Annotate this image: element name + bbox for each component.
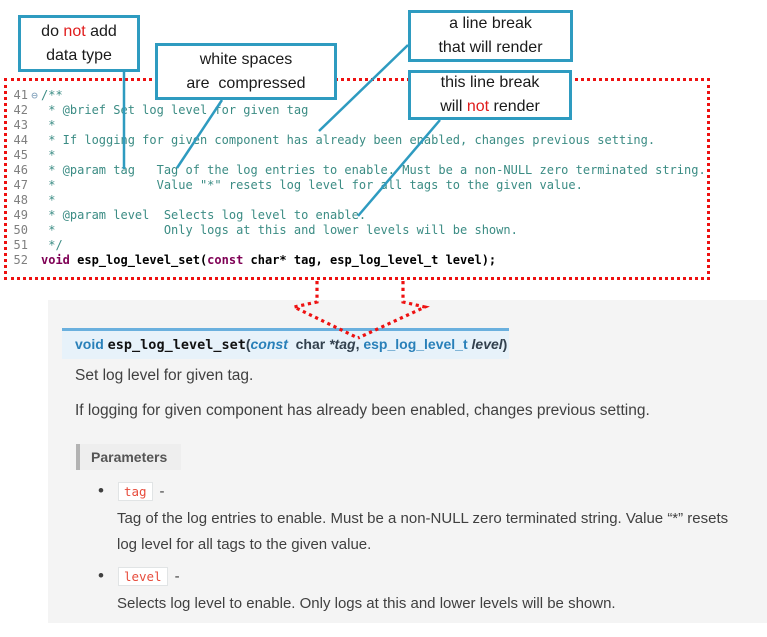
param-description: Selects log level to enable. Only logs at this and lower levels will be shown. (117, 595, 616, 612)
callout-text-red: not (466, 98, 490, 115)
line-number: 46 (13, 163, 28, 177)
callout-text: white spaces (199, 50, 293, 68)
callout-do-not-add-data-type (18, 15, 140, 72)
line-number: 51 (13, 238, 28, 252)
callout-text: are compressed (186, 74, 306, 92)
callout-line-break-renders (408, 10, 573, 62)
bullet-marker: • (98, 481, 104, 500)
code-text[interactable]: * @param level Selects log level to enable. (41, 208, 367, 222)
code-text[interactable]: * (41, 118, 56, 132)
fold-collapse-icon[interactable]: ⊖ (31, 89, 38, 102)
sig-arg1-type: char (287, 336, 330, 352)
code-line[interactable] (8, 163, 706, 178)
doc-detail-paragraph: If logging for given component has already been enabled, changes previous setting. (75, 402, 650, 419)
function-name: esp_log_level_set( (77, 253, 208, 267)
code-line[interactable] (8, 223, 706, 238)
code-text[interactable]: * Value "*" resets log level for all tags to the given value. (41, 178, 583, 192)
sig-return-type: void (75, 336, 108, 352)
line-number: 44 (13, 133, 28, 147)
bullet-marker: • (98, 566, 104, 585)
code-text[interactable]: * Only logs at this and lower levels will be shown. (41, 223, 518, 237)
code-text[interactable] (41, 253, 496, 268)
keyword-void: void (41, 253, 78, 267)
callout-text: data type (46, 46, 112, 64)
sig-paren-close: ) (502, 336, 508, 352)
sig-const-keyword: const (250, 336, 288, 352)
code-editor[interactable] (8, 88, 706, 268)
code-line[interactable] (8, 88, 706, 103)
sig-comma: , (355, 336, 364, 352)
callout-text: render (489, 98, 540, 115)
callout-text-red: not (63, 22, 86, 40)
line-number: 45 (13, 148, 28, 162)
sig-function-name: esp_log_level_set (107, 337, 246, 353)
code-text[interactable]: * @param tag Tag of the log entries to enable. Must be a non-NULL zero terminated string. (41, 163, 706, 177)
code-line[interactable] (8, 148, 706, 163)
code-line[interactable] (8, 238, 706, 253)
param-dash: - (159, 482, 165, 500)
callout-white-spaces-compressed (155, 43, 337, 100)
param-dash: - (174, 567, 180, 585)
line-number: 52 (13, 253, 28, 267)
callout-text: add (85, 22, 117, 40)
callout-text: a line break (449, 15, 532, 32)
line-number: 50 (13, 223, 28, 237)
callout-text: do (41, 22, 64, 40)
param-item-tag (98, 481, 728, 558)
param-name-chip: tag (118, 482, 153, 501)
code-line[interactable] (8, 133, 706, 148)
function-signature (62, 328, 509, 359)
parameters-field-label: Parameters (76, 444, 181, 470)
callout-text: this line break (440, 74, 540, 91)
sig-arg2-name: level (471, 336, 503, 352)
sig-arg2-type-link[interactable]: esp_log_level_t (363, 336, 468, 352)
code-text[interactable]: /** (41, 88, 63, 102)
code-line[interactable] (8, 208, 706, 223)
keyword-const: const (207, 253, 244, 267)
line-number: 43 (13, 118, 28, 132)
code-line[interactable] (8, 118, 706, 133)
param-name-chip: level (118, 567, 168, 586)
line-number: 42 (13, 103, 28, 117)
rendered-doc-panel (48, 300, 767, 623)
declaration-rest: char* tag, esp_log_level_t level); (243, 253, 497, 267)
code-line[interactable] (8, 193, 706, 208)
callout-text: that will render (438, 39, 543, 56)
param-item-level (98, 566, 728, 617)
param-description: Tag of the log entries to enable. Must be a non-NULL zero terminated string. Value “*” resets log level for all tags to the given value. (117, 510, 729, 553)
code-text[interactable]: * If logging for given component has already been enabled, changes previous setting. (41, 133, 656, 147)
line-number: 47 (13, 178, 28, 192)
callout-line-break-not-render (408, 70, 572, 120)
line-number: 41 (13, 88, 28, 102)
code-text[interactable]: * @brief Set log level for given tag (41, 103, 309, 117)
code-text[interactable]: * (41, 193, 56, 207)
code-line[interactable] (8, 103, 706, 118)
code-text[interactable]: * (41, 148, 56, 162)
line-number: 48 (13, 193, 28, 207)
code-line[interactable] (8, 178, 706, 193)
code-text[interactable]: */ (41, 238, 63, 252)
sig-arg1-name: *tag (329, 336, 356, 352)
callout-text: will (440, 98, 467, 115)
sig-paren-open: ( (245, 336, 251, 352)
code-line-declaration[interactable] (8, 253, 706, 268)
doc-brief-paragraph: Set log level for given tag. (75, 367, 254, 384)
line-number: 49 (13, 208, 28, 222)
